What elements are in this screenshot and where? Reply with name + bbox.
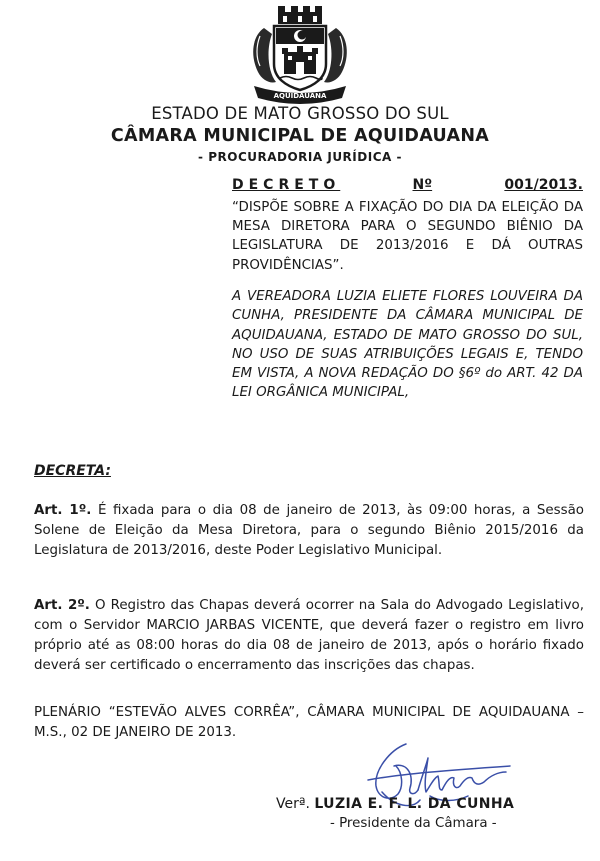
article-1	[34, 501, 584, 561]
signatory-prefix: Verª.	[276, 796, 310, 812]
signatory-fullname: LUZIA E. F. L. DA CUNHA	[314, 796, 515, 812]
preamble-text: A VEREADORA LUZIA ELIETE FLORES LOUVEIRA DA CUNHA, PRESIDENTE DA CÂMARA MUNICIPAL DE AQUIDAUANA, ESTADO DE MATO GROSSO DO SUL, NO USO DE SUAS ATRIBUIÇÕES LEGAIS E, TENDO EM VISTA, A NOVA REDAÇÃO DO §6º do ART. 42 DA LEI ORGÂNICA MUNICIPAL,	[232, 289, 583, 401]
decree-number-label: Nº	[412, 177, 433, 193]
article-1-text: É fixada para o dia 08 de janeiro de 2013, às 09:00 horas, a Sessão Solene de Eleição da Mesa Diretora, para o segundo Biênio 2015/2016 da Legislatura de 2013/2016, deste Poder Legislativo Municipal.	[34, 503, 584, 558]
article-2	[34, 596, 584, 676]
decree-title	[232, 177, 583, 193]
ementa-text: “DISPÕE SOBRE A FIXAÇÃO DO DIA DA ELEIÇÃO DA MESA DIRETORA PARA O SEGUNDO BIÊNIO DA LEGISLATURA DE 2013/2016 E DÁ OUTRAS PROVIDÊNCIAS”.	[232, 200, 583, 273]
decree-word: DECRETO	[232, 177, 341, 193]
signatory-name	[276, 796, 514, 812]
camara-heading: CÂMARA MUNICIPAL DE AQUIDAUANA	[110, 126, 490, 146]
decreta-heading: DECRETA:	[34, 463, 111, 479]
municipal-crest-icon	[242, 6, 358, 104]
procuradoria-heading: - PROCURADORIA JURÍDICA -	[198, 150, 402, 164]
plenario-text: PLENÁRIO “ESTEVÃO ALVES CORRÊA”, CÂMARA MUNICIPAL DE AQUIDAUANA – M.S., 02 DE JANEIRO DE 2013.	[34, 705, 584, 740]
article-1-label: Art. 1º.	[34, 503, 92, 518]
svg-text:AQUIDAUANA: AQUIDAUANA	[273, 92, 327, 100]
article-2-text: O Registro das Chapas deverá ocorrer na Sala do Advogado Legislativo, com o Servidor MARCIO JARBAS VICENTE, que deverá fazer o registro em livro próprio até as 08:00 horas do dia 08 de janeiro de 2013, após o horário fixado deverá ser certificado o encerramento das inscrições das chapas.	[34, 598, 585, 673]
decree-number: 001/2013.	[504, 177, 583, 193]
article-2-label: Art. 2º.	[34, 598, 90, 613]
state-heading: ESTADO DE MATO GROSSO DO SUL	[151, 104, 449, 123]
signatory-role: - Presidente da Câmara -	[330, 816, 497, 831]
